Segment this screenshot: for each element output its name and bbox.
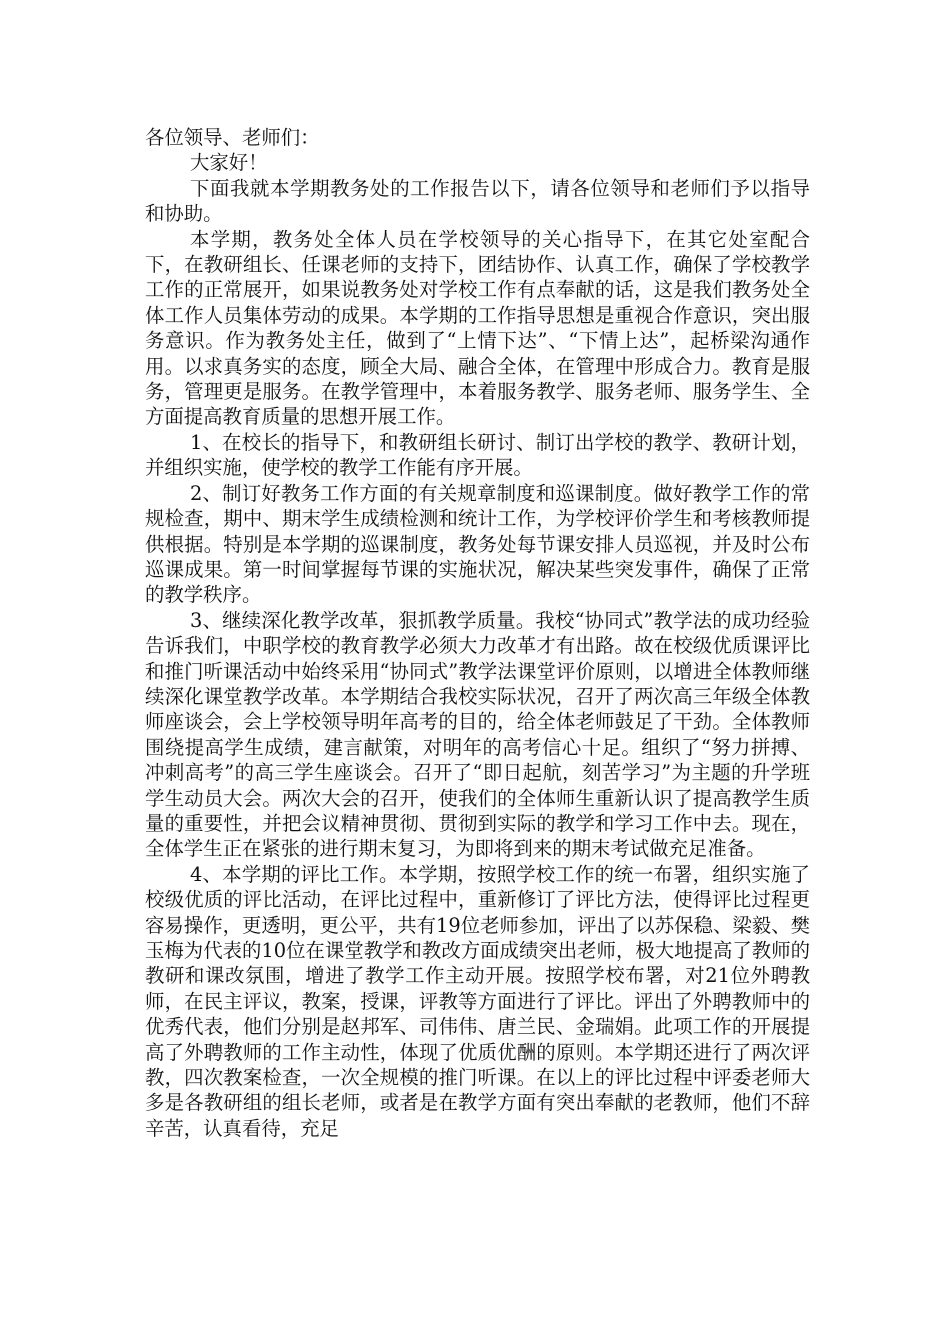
document-body xyxy=(145,125,810,1141)
paragraph-overview: 本学期，教务处全体人员在学校领导的关心指导下，在其它处室配合下，在教研组长、任课老师的支持下，团结协作、认真工作，确保了学校教学工作的正常展开，如果说教务处对学校工作有点奉献的话，这是我们教务处全体工作人员集体劳动的成果。本学期的工作指导思想是重视合作意识，突出服务意识。作为教务处主任，做到了“上情下达”、“下情上达”，起桥梁沟通作用。以求真务实的态度，顾全大局、融合全体，在管理中形成合力。教育是服务，管理更是服务。在教学管理中，本着服务教学、服务老师、服务学生、全方面提高教育质量的思想开展工作。 xyxy=(145,227,810,429)
paragraph-item-1: 1、在校长的指导下，和教研组长研讨、制订出学校的教学、教研计划，并组织实施，使学校的教学工作能有序开展。 xyxy=(145,430,810,480)
paragraph-item-3: 3、继续深化教学改革，狠抓教学质量。我校“协同式”教学法的成功经验告诉我们，中职学校的教育教学必须大力改革才有出路。故在校级优质课评比和推门听课活动中始终采用“协同式”教学法课堂评价原则，以增进全体教师继续深化课堂教学改革。本学期结合我校实际状况，召开了两次高三年级全体教师座谈会，会上学校领导明年高考的目的，给全体老师鼓足了干劲。全体教师围绕提高学生成绩，建言献策，对明年的高考信心十足。组织了“努力拼搏、冲刺高考”的高三学生座谈会。召开了“即日起航，刻苦学习”为主题的升学班学生动员大会。两次大会的召开，使我们的全体师生重新认识了提高教学生质量的重要性，并把会议精神贯彻、贯彻到实际的教学和学习工作中去。现在，全体学生正在紧张的进行期末复习，为即将到来的期末考试做充足准备。 xyxy=(145,608,810,861)
paragraph-item-4: 4、本学期的评比工作。本学期，按照学校工作的统一布署，组织实施了校级优质的评比活动，在评比过程中，重新修订了评比方法，使得评比过程更容易操作，更透明，更公平，共有19位老师参加，评出了以苏保稳、梁毅、樊玉梅为代表的10位在课堂教学和教改方面成绩突出老师，极大地提高了教师的教研和课改氛围，增进了教学工作主动开展。按照学校布署，对21位外聘教师，在民主评议，教案，授课，评教等方面进行了评比。评出了外聘教师中的优秀代表，他们分别是赵邦军、司伟伟、唐兰民、金瑞娟。此项工作的开展提高了外聘教师的工作主动性，体现了优质优酬的原则。本学期还进行了两次评教，四次教案检查，一次全规模的推门听课。在以上的评比过程中评委老师大多是各教研组的组长老师，或者是在教学方面有突出奉献的老教师，他们不辞辛苦，认真看待，充足 xyxy=(145,862,810,1140)
greeting: 大家好！ xyxy=(190,151,268,175)
paragraph-intro: 下面我就本学期教务处的工作报告以下，请各位领导和老师们予以指导和协助。 xyxy=(145,176,810,226)
salutation: 各位领导、老师们： xyxy=(145,126,320,149)
paragraph-item-2: 2、制订好教务工作方面的有关规章制度和巡课制度。做好教学工作的常规检查，期中、期末学生成绩检测和统计工作，为学校评价学生和考核教师提供根据。特别是本学期的巡课制度，教务处每节课安排人员巡视，并及时公布巡课成果。第一时间掌握每节课的实施状况，解决某些突发事件，确保了正常的教学秩序。 xyxy=(145,481,810,607)
